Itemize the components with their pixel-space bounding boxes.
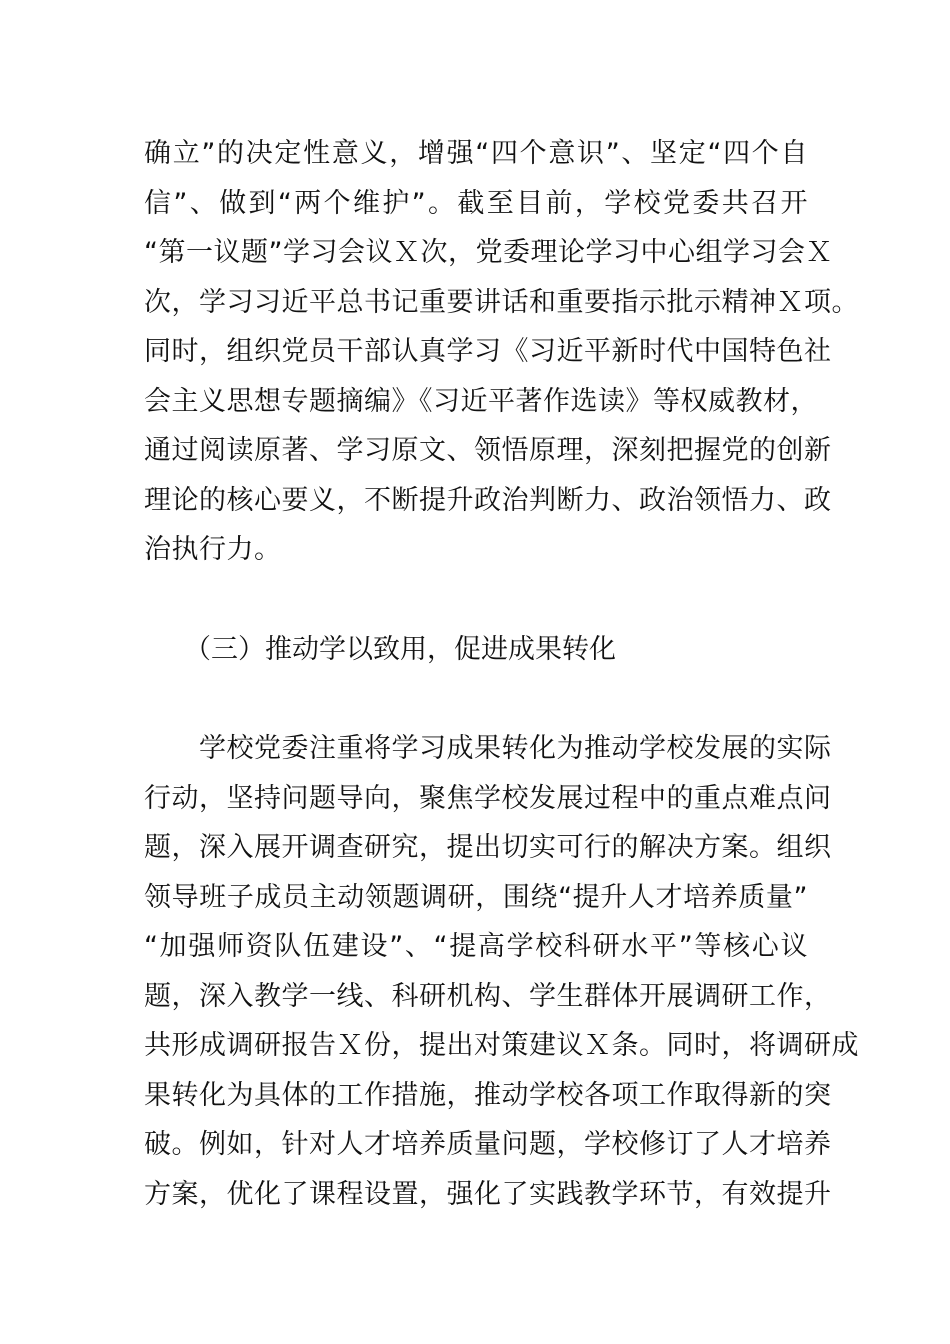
paragraph-1 — [144, 129, 859, 575]
paragraph-line: 题，深入教学一线、科研机构、学生群体开展调研工作， — [144, 980, 832, 1012]
paragraph-line: 行动，坚持问题导向，聚焦学校发展过程中的重点难点问 — [144, 782, 832, 814]
paragraph-line: 次，学习习近平总书记重要讲话和重要指示批示精神Ｘ项。 — [144, 286, 859, 318]
paragraph-line: 领导班子成员主动领题调研，围绕“提升人才培养质量” — [144, 881, 808, 913]
paragraph-2 — [144, 724, 859, 1219]
paragraph-line: 会主义思想专题摘编》《习近平著作选读》等权威教材， — [144, 385, 818, 417]
paragraph-line: “加强师资队伍建设”、“提高学校科研水平”等核心议 — [144, 931, 808, 962]
paragraph-line: 确立”的决定性意义，增强“四个意识”、坚定“四个自 — [144, 138, 808, 169]
paragraph-line: 通过阅读原著、学习原文、领悟原理，深刻把握党的创新 — [144, 435, 832, 466]
paragraph-line: 学校党委注重将学习成果转化为推动学校发展的实际 — [144, 733, 832, 764]
paragraph-line: 题，深入展开调查研究，提出切实可行的解决方案。组织 — [144, 832, 832, 863]
paragraph-line: 同时，组织党员干部认真学习《习近平新时代中国特色社 — [144, 336, 832, 367]
paragraph-line: 理论的核心要义，不断提升政治判断力、政治领悟力、政 — [144, 484, 832, 516]
paragraph-line: 破。例如，针对人才培养质量问题，学校修订了人才培养 — [144, 1129, 832, 1160]
paragraph-line: 果转化为具体的工作措施，推动学校各项工作取得新的突 — [144, 1079, 832, 1111]
paragraph-line-last: 治执行力。 — [144, 534, 282, 565]
paragraph-line: 信”、做到“两个维护”。截至目前，学校党委共召开 — [144, 187, 808, 219]
paragraph-line: 方案，优化了课程设置，强化了实践教学环节，有效提升 — [144, 1178, 832, 1210]
paragraph-line: “第一议题”学习会议Ｘ次，党委理论学习中心组学习会Ｘ — [144, 237, 833, 268]
paragraph-line: 共形成调研报告Ｘ份，提出对策建议Ｘ条。同时，将调研成 — [144, 1030, 859, 1061]
section-heading: （三）推动学以致用，促进成果转化 — [184, 634, 616, 665]
